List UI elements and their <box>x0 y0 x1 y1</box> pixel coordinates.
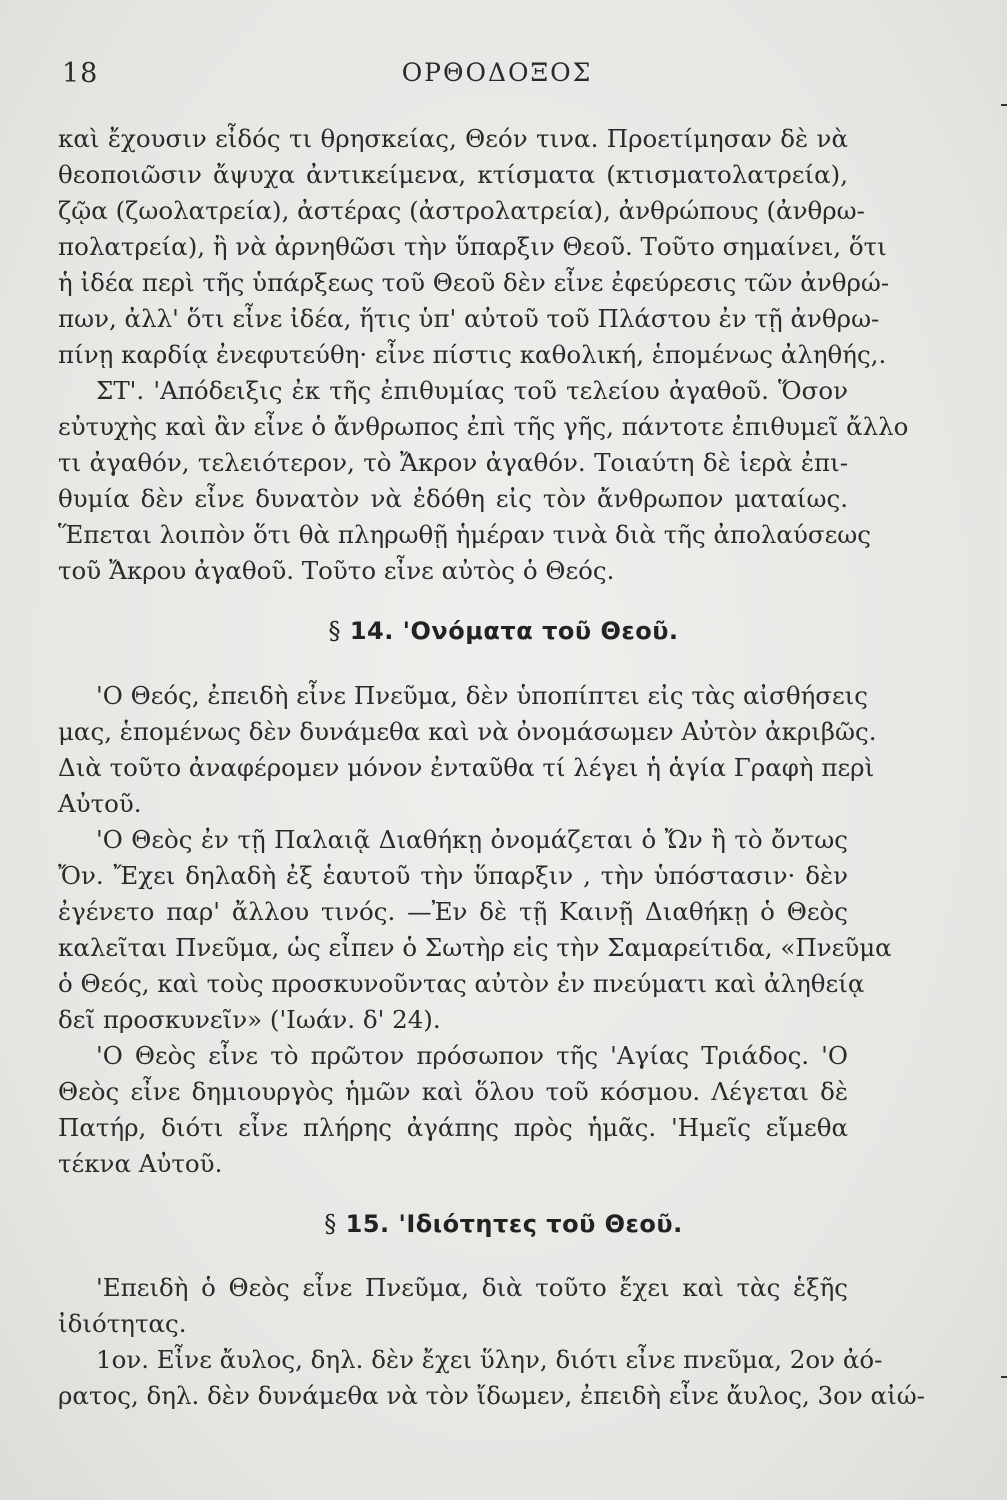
section-title: 14. 'Ονόματα τοῦ Θεοῦ. <box>349 617 679 645</box>
paragraph-block-1 <box>58 121 909 589</box>
text-line: Θεὸς εἶνε δημιουργὸς ἡμῶν καὶ ὅλου τοῦ κόσμου. Λέγεται δὲ <box>58 1077 848 1106</box>
text-line: καὶ ἔχουσιν εἶδός τι θρησκείας, Θεόν τινα. Προετίμησαν δὲ νὰ <box>58 124 848 153</box>
scan-edge-mark <box>1001 1376 1007 1378</box>
section-heading-15 <box>0 1210 1007 1238</box>
text-line: ΣΤ'. 'Απόδειξις ἐκ τῆς ἐπιθυμίας τοῦ τελείου ἀγαθοῦ. Ὅσον <box>96 376 848 405</box>
text-line: τοῦ Ἄκρου ἀγαθοῦ. Τοῦτο εἶνε αὐτὸς ὁ Θεός. <box>58 556 615 585</box>
text-line: 1ον. Εἶνε ἄυλος, δηλ. δὲν ἔχει ὕλην, διότι εἶνε πνεῦμα, 2ον ἀό- <box>96 1345 883 1374</box>
text-line: 'Ο Θεὸς ἐν τῇ Παλαιᾷ Διαθήκῃ ὀνομάζεται ὁ Ὤν ἢ τὸ ὄντως <box>96 825 848 854</box>
text-line: πίνῃ καρδίᾳ ἐνεφυτεύθη· εἶνε πίστις καθολική, ἑπομένως ἀληθής,. <box>58 340 887 369</box>
text-line: θυμία δὲν εἶνε δυνατὸν νὰ ἐδόθη εἰς τὸν ἄνθρωπον ματαίως. <box>58 484 848 513</box>
paragraph-block-2 <box>58 678 892 1182</box>
paragraph-block-3 <box>58 1270 925 1414</box>
text-line: 'Επειδὴ ὁ Θεὸς εἶνε Πνεῦμα, διὰ τοῦτο ἔχει καὶ τὰς ἑξῆς <box>96 1273 848 1302</box>
section-title: 15. 'Ιδιότητες τοῦ Θεοῦ. <box>345 1210 683 1238</box>
text-line: ἡ ἰδέα περὶ τῆς ὑπάρξεως τοῦ Θεοῦ δὲν εἶνε ἐφεύρεσις τῶν ἀνθρώ- <box>58 268 890 297</box>
page-header <box>62 58 907 98</box>
text-line: Ἕπεται λοιπὸν ὅτι θὰ πληρωθῇ ἡμέραν τινὰ διὰ τῆς ἀπολαύσεως <box>58 520 871 549</box>
text-line: ζῷα (ζωολατρεία), ἀστέρας (ἀστρολατρεία), ἀνθρώπους (ἀνθρω- <box>58 196 865 225</box>
text-line: 'Ο Θεός, ἐπειδὴ εἶνε Πνεῦμα, δὲν ὑποπίπτει εἰς τὰς αἰσθήσεις <box>96 681 869 710</box>
page-number: 18 <box>62 58 99 89</box>
text-line: τέκνα Αὐτοῦ. <box>58 1149 223 1178</box>
text-line: θεοποιῶσιν ἄψυχα ἀντικείμενα, κτίσματα (κτισματολατρεία), <box>58 160 848 189</box>
section-heading-14 <box>0 617 1007 645</box>
text-line: ὁ Θεός, καὶ τοὺς προσκυνοῦντας αὐτὸν ἐν πνεύματι καὶ ἀληθείᾳ <box>58 969 865 998</box>
section-symbol: § <box>328 617 341 645</box>
section-symbol: § <box>324 1210 337 1238</box>
text-line: Αὐτοῦ. <box>58 789 142 818</box>
text-line: πολατρεία), ἢ νὰ ἀρνηθῶσι τὴν ὕπαρξιν Θεοῦ. Τοῦτο σημαίνει, ὅτι <box>58 232 887 261</box>
text-line: καλεῖται Πνεῦμα, ὡς εἶπεν ὁ Σωτὴρ εἰς τὴν Σαμαρείτιδα, «Πνεῦμα <box>58 933 892 962</box>
scan-edge-mark <box>1001 104 1007 106</box>
text-line: εὐτυχὴς καὶ ἂν εἶνε ὁ ἄνθρωπος ἐπὶ τῆς γῆς, πάντοτε ἐπιθυμεῖ ἄλλο <box>58 412 909 441</box>
text-line: μας, ἑπομένως δὲν δυνάμεθα καὶ νὰ ὀνομάσωμεν Αὐτὸν ἀκριβῶς. <box>58 717 877 746</box>
text-line: Διὰ τοῦτο ἀναφέρομεν μόνον ἐνταῦθα τί λέγει ἡ ἁγία Γραφὴ περὶ <box>58 753 875 782</box>
text-line: Ὄν. Ἔχει δηλαδὴ ἐξ ἑαυτοῦ τὴν ὕπαρξιν , τὴν ὑπόστασιν· δὲν <box>58 861 848 890</box>
text-line: Πατήρ, διότι εἶνε πλήρης ἀγάπης πρὸς ἡμᾶς. 'Ημεῖς εἴμεθα <box>58 1113 848 1142</box>
text-line: ἰδιότητας. <box>58 1309 187 1338</box>
text-line: πων, ἀλλ' ὅτι εἶνε ἰδέα, ἥτις ὑπ' αὐτοῦ τοῦ Πλάστου ἐν τῇ ἀνθρω- <box>58 304 880 333</box>
text-line: 'Ο Θεὸς εἶνε τὸ πρῶτον πρόσωπον τῆς 'Αγίας Τριάδος. 'Ο <box>96 1041 848 1070</box>
running-title: ΟΡΘΟΔΟΞΟΣ <box>401 58 593 87</box>
text-line: ἐγένετο παρ' ἄλλου τινός. —Ἐν δὲ τῇ Καινῇ Διαθήκῃ ὁ Θεὸς <box>58 897 848 926</box>
text-line: τι ἀγαθόν, τελειότερον, τὸ Ἄκρον ἀγαθόν. Τοιαύτη δὲ ἱερὰ ἐπι- <box>58 448 848 477</box>
text-line: δεῖ προσκυνεῖν» ('Ιωάν. δ' 24). <box>58 1005 441 1034</box>
text-line: ρατος, δηλ. δὲν δυνάμεθα νὰ τὸν ἴδωμεν, ἐπειδὴ εἶνε ἄυλος, 3ον αἰώ- <box>58 1381 925 1410</box>
